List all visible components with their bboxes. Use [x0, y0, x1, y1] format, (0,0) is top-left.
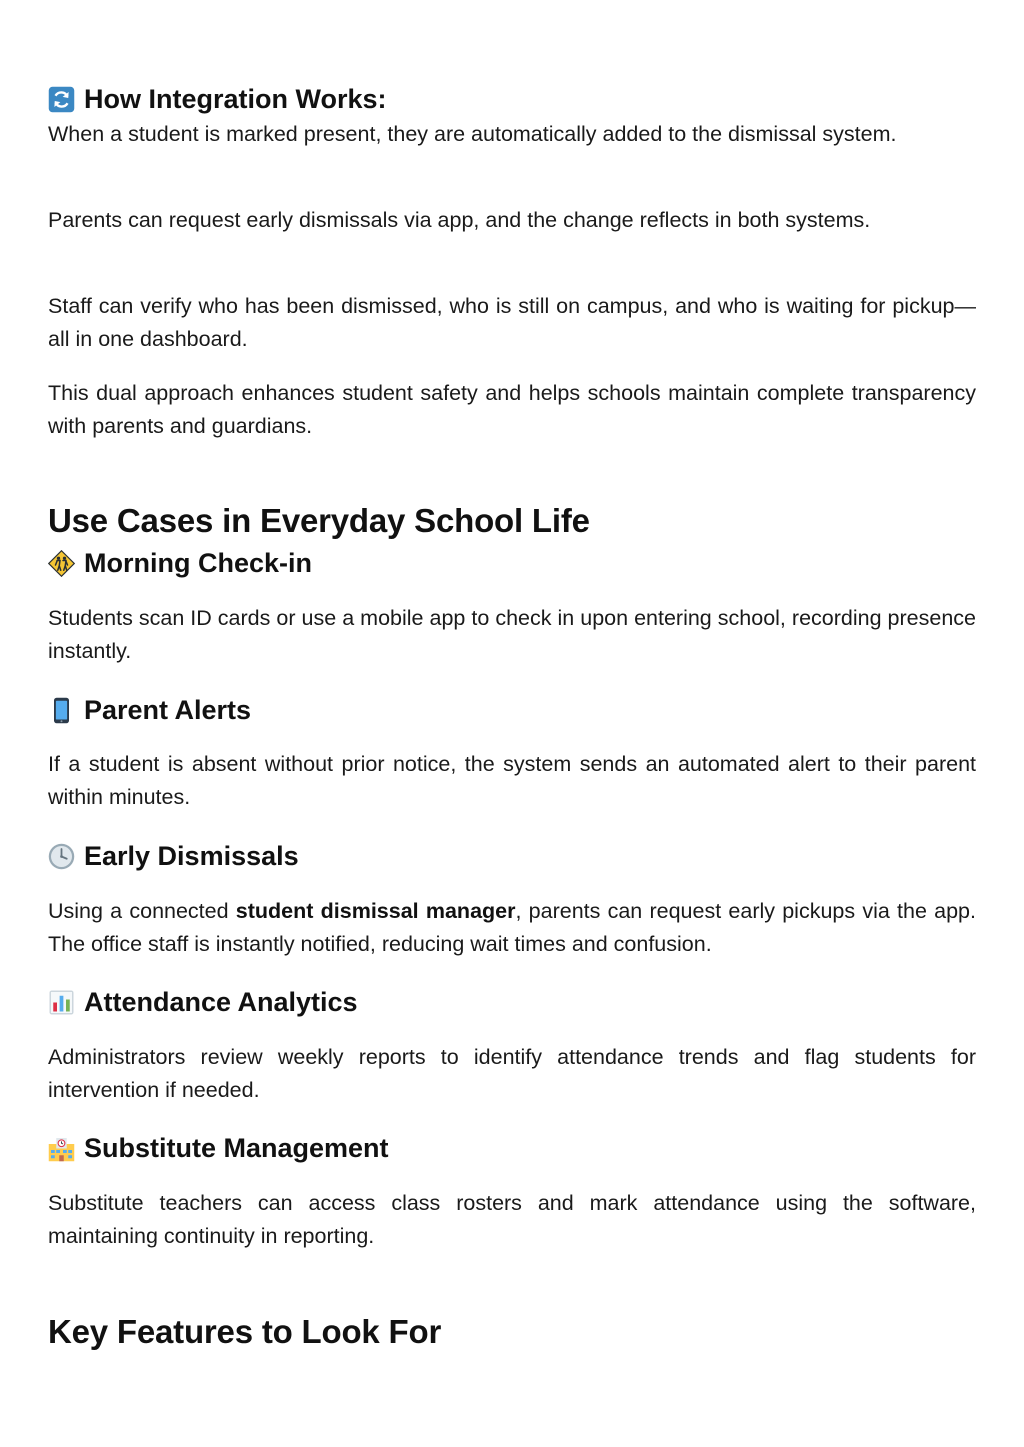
use-case-text: Substitute teachers can access class rosters and mark attendance using the software, maintaining continuity in reporting.: [48, 1191, 976, 1248]
use-cases-heading: Use Cases in Everyday School Life: [48, 502, 590, 539]
integration-paragraph: When a student is marked present, they are automatically added to the dismissal system.: [48, 122, 897, 146]
school-building-icon: [48, 1135, 75, 1162]
mobile-phone-icon: [48, 697, 75, 724]
use-case-heading: [48, 693, 251, 727]
integration-paragraph: Staff can verify who has been dismissed, who is still on campus, and who is waiting for pickup—all in one dashboard.: [48, 294, 976, 351]
clock-icon: [48, 843, 75, 870]
bar-chart-icon: [48, 989, 75, 1016]
use-case-title: Early Dismissals: [84, 841, 299, 871]
use-case-heading: [48, 839, 299, 873]
integration-heading-text: How Integration Works:: [84, 84, 387, 114]
use-case-title: Substitute Management: [84, 1133, 389, 1163]
use-case-heading: [48, 546, 312, 580]
children-crossing-icon: [48, 550, 75, 577]
use-case-heading: [48, 985, 358, 1019]
use-case-title: Morning Check-in: [84, 548, 312, 578]
integration-paragraph: Parents can request early dismissals via app, and the change reflects in both systems.: [48, 208, 871, 232]
use-case-text: Using a connected student dismissal manager, parents can request early pickups via the app. The office staff is instantly notified, reducing wait times and confusion.: [48, 899, 976, 956]
refresh-arrows-icon: [48, 86, 75, 113]
use-case-text: Administrators review weekly reports to identify attendance trends and flag students for intervention if needed.: [48, 1045, 976, 1102]
key-features-heading: Key Features to Look For: [48, 1313, 442, 1350]
bold-term: student dismissal manager: [235, 899, 516, 923]
integration-heading: [48, 82, 387, 116]
use-case-title: Attendance Analytics: [84, 987, 358, 1017]
use-case-title: Parent Alerts: [84, 695, 252, 725]
use-case-text: If a student is absent without prior notice, the system sends an automated alert to their parent within minutes.: [48, 752, 976, 809]
use-case-text: Students scan ID cards or use a mobile app to check in upon entering school, recording presence instantly.: [48, 606, 976, 663]
use-case-heading: [48, 1131, 389, 1165]
integration-paragraph: This dual approach enhances student safety and helps schools maintain complete transparency with parents and guardians.: [48, 381, 976, 438]
